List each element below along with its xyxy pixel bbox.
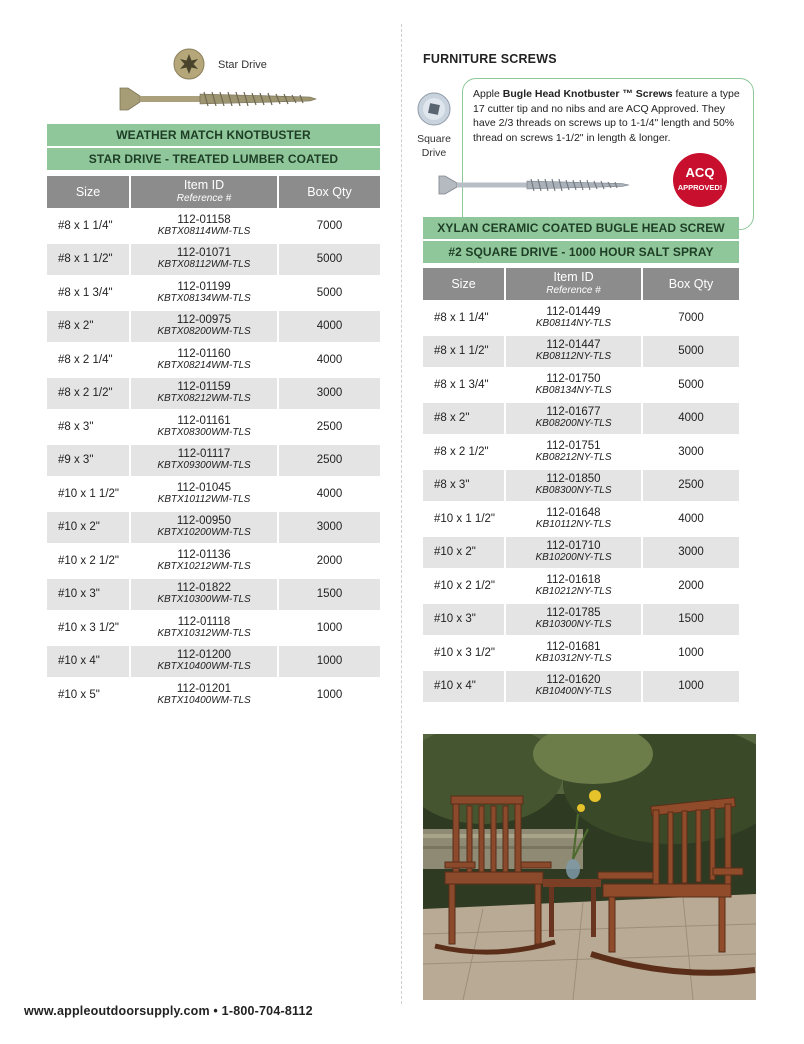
cell-box-qty: 1500	[643, 604, 739, 636]
table-row	[47, 612, 380, 644]
right-product-table	[423, 266, 739, 704]
table-row	[47, 478, 380, 510]
cell-item	[506, 302, 643, 334]
acq-approved-badge	[672, 152, 728, 208]
cell-item-id: 112-01785	[546, 607, 601, 620]
cell-size: #10 x 3"	[47, 579, 131, 611]
cell-item-id: 112-01677	[546, 406, 601, 419]
cell-item	[131, 210, 279, 242]
table-header-row	[47, 176, 380, 208]
cell-box-qty: 2500	[279, 445, 380, 477]
cell-box-qty: 5000	[643, 336, 739, 368]
cell-reference: KBTX08300WM-TLS	[157, 426, 251, 438]
cell-box-qty: 4000	[643, 403, 739, 435]
cell-item-id: 112-01751	[546, 439, 601, 452]
cell-box-qty: 2000	[316, 554, 343, 567]
cell-item-id: 112-01159	[177, 381, 231, 394]
table-row	[423, 470, 739, 502]
cell-reference: KBTX08112WM-TLS	[157, 259, 251, 271]
cell-size: #10 x 3"	[423, 604, 506, 636]
cell-reference: KBTX10312WM-TLS	[157, 627, 251, 639]
left-banner-product-name: WEATHER MATCH KNOTBUSTER	[47, 124, 380, 146]
cell-item	[131, 478, 279, 510]
cell-box-qty: 1000	[678, 646, 704, 659]
cell-reference: KBTX10112WM-TLS	[157, 493, 251, 505]
cell-item-id: 112-01681	[546, 640, 601, 653]
cell-size: #10 x 5"	[47, 679, 131, 711]
cell-reference: KBTX08134WM-TLS	[157, 292, 251, 304]
cell-item-id: 112-01620	[546, 674, 601, 687]
star-drive-label: Star Drive	[218, 59, 267, 71]
cell-item	[131, 445, 279, 477]
left-banner-subtitle: STAR DRIVE - TREATED LUMBER COATED	[47, 148, 380, 170]
left-table-body	[47, 210, 380, 711]
description-text	[473, 87, 743, 145]
cell-item-id: 112-01117	[177, 448, 231, 461]
column-divider	[401, 24, 402, 1004]
cell-item	[506, 604, 643, 636]
table-row	[47, 512, 380, 544]
table-row	[47, 244, 380, 276]
cell-item	[131, 545, 279, 577]
cell-reference: KB10400NY-TLS	[535, 686, 612, 698]
cell-box-qty: 1000	[316, 688, 343, 701]
cell-reference: KBTX10400WM-TLS	[157, 694, 251, 706]
cell-size: #10 x 3 1/2"	[423, 637, 506, 669]
cell-item	[506, 470, 643, 502]
cell-item	[131, 344, 279, 376]
cell-reference: KB10112NY-TLS	[535, 518, 612, 530]
desc-bold: Bugle Head Knotbuster ™ Screws	[502, 88, 673, 100]
table-row	[47, 378, 380, 410]
table-row	[423, 671, 739, 703]
cell-item-id: 112-01200	[176, 649, 232, 662]
cell-size: #8 x 2 1/2"	[423, 436, 506, 468]
cell-reference: KBTX08214WM-TLS	[157, 359, 251, 371]
cell-size: #8 x 3"	[423, 470, 506, 502]
cell-item-id: 112-01045	[176, 481, 232, 494]
cell-item	[506, 537, 643, 569]
table-row	[47, 545, 380, 577]
cell-box-qty: 3000	[279, 378, 380, 410]
table-row	[423, 369, 739, 401]
cell-reference: KB08112NY-TLS	[535, 351, 612, 363]
table-row	[423, 403, 739, 435]
cell-box-qty: 2500	[643, 470, 739, 502]
cell-size: #8 x 1 1/4"	[423, 302, 506, 334]
cell-item	[506, 503, 643, 535]
header-box-qty: Box Qty	[279, 176, 380, 208]
header-reference-label: Reference #	[546, 285, 601, 296]
cell-box-qty: 5000	[678, 378, 704, 391]
header-box-qty: Box Qty	[643, 268, 739, 300]
table-row	[423, 503, 739, 535]
table-row	[423, 336, 739, 368]
cell-reference: KBTX10200WM-TLS	[157, 527, 251, 539]
cell-box-qty: 4000	[316, 487, 343, 500]
cell-item-id: 112-01199	[177, 280, 231, 293]
acq-badge-line1: ACQ	[685, 165, 715, 180]
cell-reference: KB08114NY-TLS	[535, 317, 612, 329]
cell-size: #8 x 2 1/2"	[47, 378, 131, 410]
cell-size: #8 x 1 1/4"	[47, 210, 131, 242]
table-row	[47, 277, 380, 309]
cell-box-qty: 2000	[678, 579, 704, 592]
square-drive-label: Square Drive	[417, 133, 451, 159]
cell-reference: KB10200NY-TLS	[535, 552, 612, 564]
header-item-id	[506, 268, 643, 300]
table-row	[47, 679, 380, 711]
cell-size: #10 x 2"	[423, 537, 506, 569]
cell-item	[131, 244, 279, 276]
cell-size: #8 x 2"	[423, 403, 506, 435]
cell-reference: KBTX10400WM-TLS	[157, 661, 251, 673]
cell-item-id: 112-01449	[546, 305, 601, 318]
cell-box-qty: 4000	[279, 311, 380, 343]
table-row	[423, 436, 739, 468]
table-row	[423, 637, 739, 669]
cell-item-id: 112-01710	[546, 540, 601, 553]
table-row	[423, 570, 739, 602]
cell-reference: KBTX08212WM-TLS	[157, 393, 251, 405]
cell-reference: KBTX10212WM-TLS	[157, 560, 251, 572]
table-row	[47, 445, 380, 477]
right-banner-product-name: XYLAN CERAMIC COATED BUGLE HEAD SCREW	[423, 217, 739, 239]
left-product-table	[47, 174, 380, 713]
cell-size: #8 x 1 1/2"	[423, 336, 506, 368]
cell-box-qty: 1000	[316, 621, 343, 634]
cell-box-qty: 2500	[316, 420, 343, 433]
cell-item-id: 112-01850	[546, 473, 601, 486]
cell-item-id: 112-01648	[546, 506, 601, 519]
cell-item	[131, 612, 279, 644]
cell-item-id: 112-01158	[177, 213, 231, 226]
cell-reference: KBTX08114WM-TLS	[157, 225, 251, 237]
cell-item-id: 112-00950	[176, 515, 232, 528]
cell-item-id: 112-01118	[177, 615, 231, 628]
star-drive-screw-image	[118, 84, 318, 114]
cell-box-qty: 4000	[316, 353, 343, 366]
table-row	[423, 302, 739, 334]
cell-box-qty: 5000	[279, 244, 380, 276]
cell-size: #10 x 1 1/2"	[47, 478, 131, 510]
cell-reference: KB10212NY-TLS	[535, 585, 612, 597]
cell-box-qty: 3000	[643, 537, 739, 569]
cell-item	[131, 679, 279, 711]
cell-item	[131, 512, 279, 544]
cell-item	[131, 646, 279, 678]
cell-box-qty: 7000	[678, 311, 704, 324]
cell-item	[506, 336, 643, 368]
star-drive-head-icon	[173, 48, 205, 80]
cell-item-id: 112-01822	[176, 582, 232, 595]
cell-size: #10 x 4"	[47, 646, 131, 678]
cell-item	[506, 436, 643, 468]
cell-item	[506, 671, 643, 703]
cell-item-id: 112-01160	[177, 347, 231, 360]
header-size: Size	[423, 268, 506, 300]
bugle-head-screw-image	[437, 170, 632, 200]
cell-item	[506, 637, 643, 669]
cell-size: #8 x 1 1/2"	[47, 244, 131, 276]
table-row	[423, 604, 739, 636]
cell-reference: KBTX08200WM-TLS	[157, 326, 251, 338]
table-row	[47, 646, 380, 678]
cell-item-id: 112-01136	[177, 548, 231, 561]
cell-item	[131, 579, 279, 611]
cell-reference: KB10312NY-TLS	[535, 652, 612, 664]
header-item-id	[131, 176, 279, 208]
cell-item-id: 112-01618	[546, 573, 601, 586]
table-header-row	[423, 268, 739, 300]
cell-size: #10 x 3 1/2"	[47, 612, 131, 644]
cell-box-qty: 3000	[678, 445, 704, 458]
cell-item	[131, 311, 279, 343]
table-row	[47, 311, 380, 343]
cell-box-qty: 3000	[279, 512, 380, 544]
cell-box-qty: 1000	[279, 646, 380, 678]
cell-item-id: 112-00975	[176, 314, 232, 327]
cell-size: #8 x 2"	[47, 311, 131, 343]
cell-reference: KB10300NY-TLS	[535, 619, 612, 631]
cell-size: #8 x 2 1/4"	[47, 344, 131, 376]
cell-item	[506, 369, 643, 401]
cell-reference: KB08212NY-TLS	[535, 451, 612, 463]
cell-item-id: 112-01750	[546, 372, 601, 385]
footer-contact: www.appleoutdoorsupply.com • 1-800-704-8112	[24, 1004, 313, 1018]
cell-size: #10 x 2"	[47, 512, 131, 544]
header-item-label: Item ID	[183, 178, 225, 192]
cell-box-qty: 7000	[316, 219, 343, 232]
header-item-label: Item ID	[553, 270, 594, 284]
cell-box-qty: 1000	[643, 671, 739, 703]
desc-pre: Apple	[473, 88, 503, 100]
cell-reference: KB08134NY-TLS	[535, 384, 612, 396]
cell-reference: KB08300NY-TLS	[535, 485, 612, 497]
cell-item	[506, 403, 643, 435]
cell-size: #8 x 1 3/4"	[423, 369, 506, 401]
table-row	[47, 210, 380, 242]
cell-size: #10 x 1 1/2"	[423, 503, 506, 535]
cell-reference: KBTX09300WM-TLS	[157, 460, 251, 472]
cell-box-qty: 1500	[279, 579, 380, 611]
cell-size: #10 x 4"	[423, 671, 506, 703]
header-reference-label: Reference #	[176, 193, 232, 204]
right-table-body	[423, 302, 739, 702]
table-row	[47, 411, 380, 443]
table-row	[47, 344, 380, 376]
cell-box-qty: 4000	[678, 512, 704, 525]
cell-item-id: 112-01201	[176, 682, 232, 695]
cell-item-id: 112-01161	[177, 414, 231, 427]
cell-size: #8 x 3"	[47, 411, 131, 443]
cell-item	[506, 570, 643, 602]
cell-box-qty: 5000	[316, 286, 343, 299]
cell-item	[131, 277, 279, 309]
cell-size: #10 x 2 1/2"	[423, 570, 506, 602]
header-size: Size	[47, 176, 131, 208]
cell-item	[131, 378, 279, 410]
cell-size: #8 x 1 3/4"	[47, 277, 131, 309]
table-row	[47, 579, 380, 611]
cell-size: #10 x 2 1/2"	[47, 545, 131, 577]
cell-size: #9 x 3"	[47, 445, 131, 477]
square-drive-head-icon	[417, 92, 451, 126]
acq-badge-line2: APPROVED!	[677, 183, 723, 192]
section-title: FURNITURE SCREWS	[423, 52, 557, 66]
desc-post: feature a type 17 cutter tip and no nibs and are ACQ Approved. They have 2/3 threads on screws up to 1-1/4" length and 50% thread on screws 1-1/2" in length & longer.	[473, 88, 740, 144]
cell-item-id: 112-01447	[546, 339, 601, 352]
right-banner-subtitle: #2 SQUARE DRIVE - 1000 HOUR SALT SPRAY	[423, 241, 739, 263]
table-row	[423, 537, 739, 569]
cell-item-id: 112-01071	[176, 247, 232, 260]
cell-item	[131, 411, 279, 443]
rocking-chairs-photo	[423, 734, 756, 1000]
cell-reference: KB08200NY-TLS	[535, 418, 612, 430]
cell-reference: KBTX10300WM-TLS	[157, 594, 251, 606]
